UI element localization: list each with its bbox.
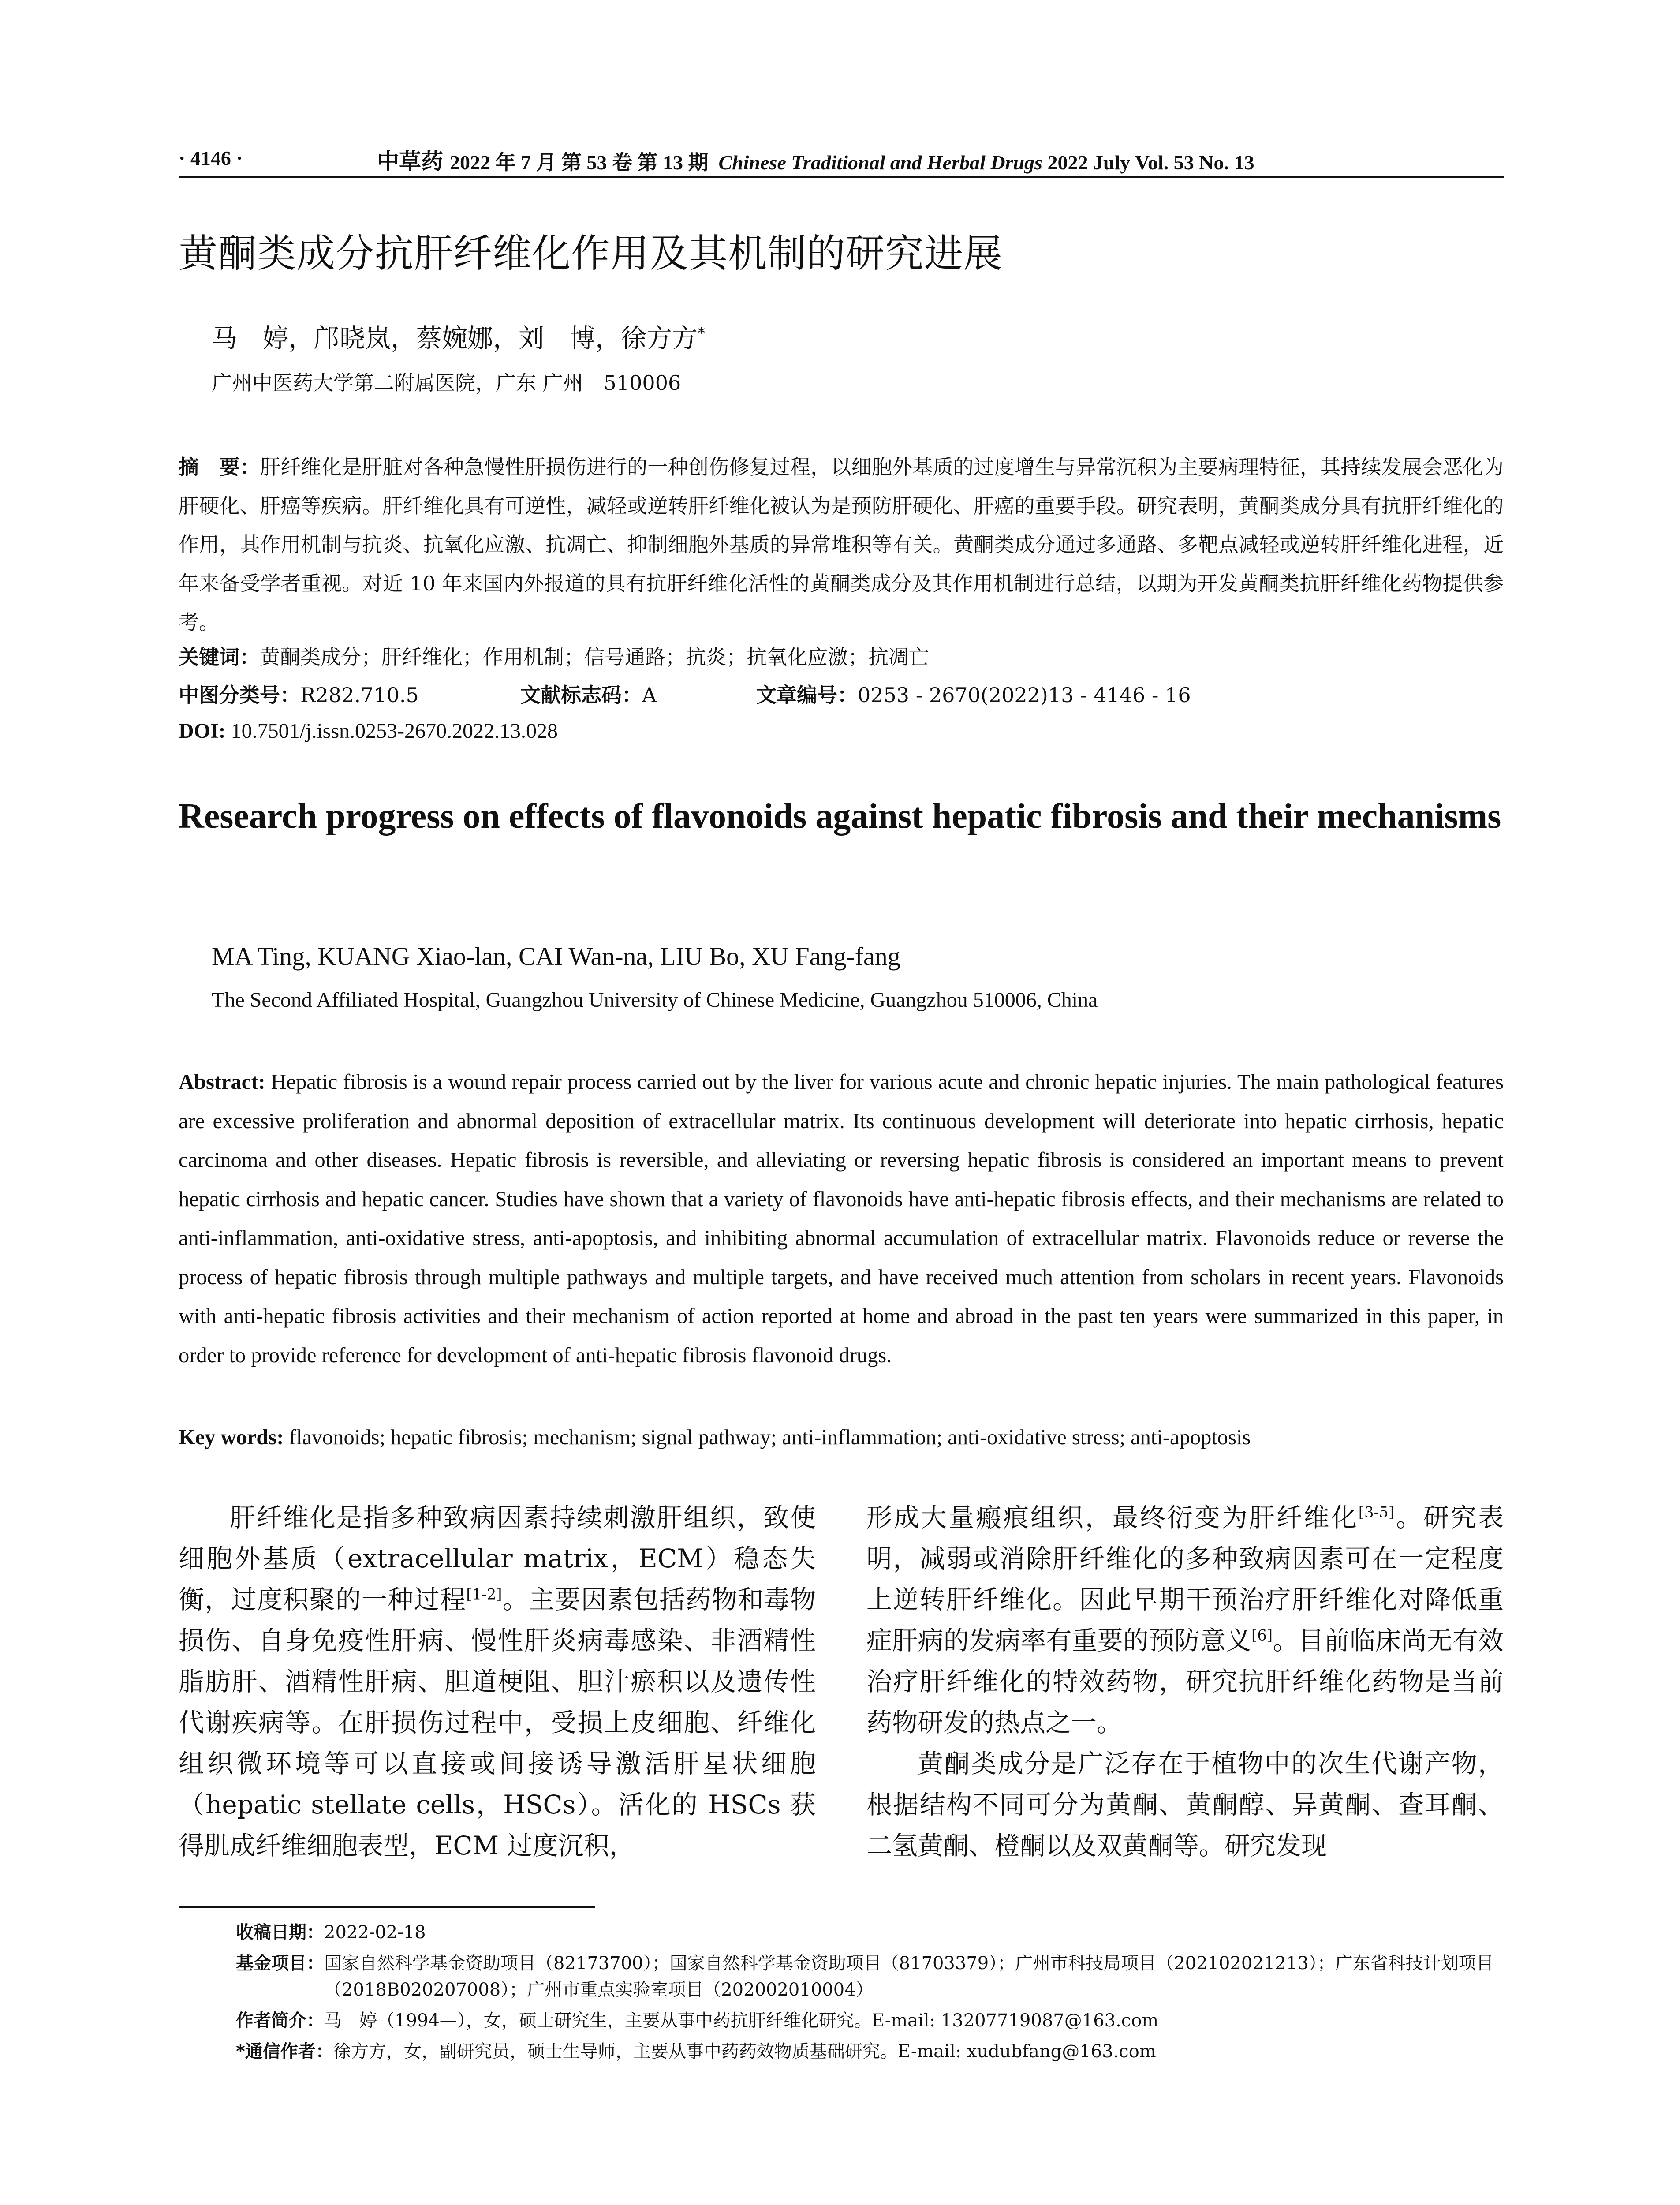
classification-line: [179, 679, 1504, 714]
citation: [3-5]: [1358, 1503, 1395, 1521]
english-affiliation: The Second Affiliated Hospital, Guangzhou University of Chinese Medicine, Guangzhou 510006, China: [212, 988, 1098, 1012]
chinese-affiliation: 广州中医药大学第二附属医院，广东 广州 510006: [212, 371, 681, 395]
footnote-fund: 基金项目： 国家自然科学基金资助项目（82173700）；国家自然科学基金资助项目（81703379）；广州市科技局项目（202102021213）；广东省科技计划项目（2018B020207008）；广州市重点实验室项目（202002010004）: [236, 1953, 1494, 2000]
chinese-abstract: [179, 448, 1504, 642]
footnote-author: 作者简介： 马 婷（1994—），女，硕士研究生，主要从事中药抗肝纤维化研究。E-mail: 13207719087@163.com: [236, 2011, 1159, 2031]
body-column-right: [866, 1497, 1504, 1866]
journal-name-cn: 中草药: [377, 148, 443, 174]
chinese-keywords: [179, 642, 1504, 673]
chinese-keywords-text: 黄酮类成分；肝纤维化；作用机制；信号通路；抗炎；抗氧化应激；抗凋亡: [260, 645, 929, 669]
corresponding-mark: *: [698, 324, 706, 342]
english-abstract: [179, 1063, 1504, 1375]
english-keywords: [179, 1422, 1504, 1453]
chinese-abstract-text: 肝纤维化是肝脏对各种急慢性肝损伤进行的一种创伤修复过程，以细胞外基质的过度增生与异常沉积为主要病理特征，其持续发展会恶化为肝硬化、肝癌等疾病。肝纤维化具有可逆性，减轻或逆转肝纤维化被认为是预防肝硬化、肝癌的重要手段。研究表明，黄酮类成分具有抗肝纤维化的作用，其作用机制与抗炎、抗氧化应激、抗凋亡、抑制细胞外基质的异常堆积等有关。黄酮类成分通过多通路、多靶点减轻或逆转肝纤维化进程，近年来备受学者重视。对近 10 年来国内外报道的具有抗肝纤维化活性的黄酮类成分及其作用机制进行总结，以期为开发黄酮类抗肝纤维化药物提供参考。: [179, 455, 1504, 634]
body-paragraph: 肝纤维化是指多种致病因素持续刺激肝组织，致使细胞外基质（extracellular matrix，ECM）稳态失衡，过度积聚的一种过程[1-2]。主要因素包括药物和毒物损伤、自身免疫性肝病、慢性肝炎病毒感染、非酒精性脂肪肝、酒精性肝病、胆道梗阻、胆汁瘀积以及遗传性代谢疾病等。在肝损伤过程中，受损上皮细胞、纤维化组织微环境等可以直接或间接诱导激活肝星状细胞（hepatic stellate cells，HSCs）。活化的 HSCs 获得肌成纤维细胞表型，ECM 过度沉积，: [179, 1502, 816, 1861]
english-title: Research progress on effects of flavonoids against hepatic fibrosis and their mechanisms: [179, 797, 1501, 836]
article-number: 文章编号：0253 - 2670(2022)13 - 4146 - 16: [756, 683, 1191, 707]
footnote-rule: [179, 1906, 595, 1908]
english-authors: MA Ting, KUANG Xiao-lan, CAI Wan-na, LIU Bo, XU Fang-fang: [212, 942, 900, 971]
body-column-left: [179, 1497, 816, 1866]
footnotes: [236, 1919, 1506, 2069]
journal-name-en: Chinese Traditional and Herbal Drugs: [718, 151, 1042, 174]
doi-label: DOI:: [179, 719, 226, 743]
chinese-author-list: 马 婷，邝晓岚，蔡婉娜，刘 博，徐方方: [212, 323, 698, 353]
english-keywords-label: Key words:: [179, 1426, 284, 1449]
english-abstract-label: Abstract:: [179, 1070, 265, 1094]
running-header: [179, 142, 1504, 177]
document-code: 文献标志码：A: [520, 683, 657, 707]
citation: [6]: [1251, 1626, 1273, 1644]
issue-info: [450, 146, 1254, 176]
doi-value: 10.7501/j.issn.0253-2670.2022.13.028: [231, 719, 558, 743]
footnote-corresponding: *通信作者： 徐方方，女，副研究员，硕士生导师，主要从事中药药效物质基础研究。E-mail: xudubfang@163.com: [236, 2041, 1156, 2062]
body-paragraph: 黄酮类成分是广泛存在于植物中的次生代谢产物，根据结构不同可分为黄酮、黄酮醇、异黄酮、查耳酮、二氢黄酮、橙酮以及双黄酮等。研究发现: [866, 1749, 1504, 1861]
page-number: · 4146 ·: [179, 147, 243, 169]
chinese-authors: [212, 318, 705, 355]
english-keywords-text: flavonoids; hepatic fibrosis; mechanism; signal pathway; anti-inflammation; anti-oxidative stress; anti-apoptosis: [289, 1426, 1251, 1449]
body-paragraph: 形成大量瘢痕组织，最终衍变为肝纤维化[3-5]。研究表明，减弱或消除肝纤维化的多种致病因素可在一定程度上逆转肝纤维化。因此早期干预治疗肝纤维化对降低重症肝病的发病率有重要的预防意义[6]。目前临床尚无有效治疗肝纤维化的特效药物，研究抗肝纤维化药物是当前药物研发的热点之一。: [866, 1502, 1504, 1738]
issue-info-cn: 2022 年 7 月 第 53 卷 第 13 期: [450, 151, 709, 174]
citation: [1-2]: [466, 1585, 502, 1603]
english-abstract-text: Hepatic fibrosis is a wound repair process carried out by the liver for various acute and chronic hepatic injuries. The main pathological features are excessive proliferation and abnormal deposition of extracellular matrix. Its continuous development will deteriorate into hepatic cirrhosis, hepatic carcinoma and other diseases. Hepatic fibrosis is reversible, and alleviating or reversing hepatic fibrosis is considered an important means to prevent hepatic cirrhosis and hepatic cancer. Studies have shown that a variety of flavonoids have anti-hepatic fibrosis effects, and their mechanisms are related to anti-inflammation, anti-oxidative stress, anti-apoptosis, and inhibiting abnormal accumulation of extracellular matrix. Flavonoids reduce or reverse the process of hepatic fibrosis through multiple pathways and multiple targets, and have received much attention from scholars in recent years. Flavonoids with anti-hepatic fibrosis activities and their mechanism of action reported at home and abroad in the past ten years were summarized in this paper, in order to provide reference for development of anti-hepatic fibrosis flavonoid drugs.: [179, 1070, 1504, 1367]
chinese-abstract-label: 摘 要：: [179, 455, 260, 479]
chinese-keywords-label: 关键词：: [179, 645, 260, 669]
issue-info-en: 2022 July Vol. 53 No. 13: [1047, 151, 1254, 174]
chinese-title: 黄酮类成分抗肝纤维化作用及其机制的研究进展: [179, 231, 1003, 276]
footnote-received: 收稿日期： 2022-02-18: [236, 1922, 426, 1943]
clc-number: 中图分类号：R282.710.5: [179, 683, 419, 707]
header-rule: [179, 176, 1504, 178]
doi: [179, 719, 558, 743]
